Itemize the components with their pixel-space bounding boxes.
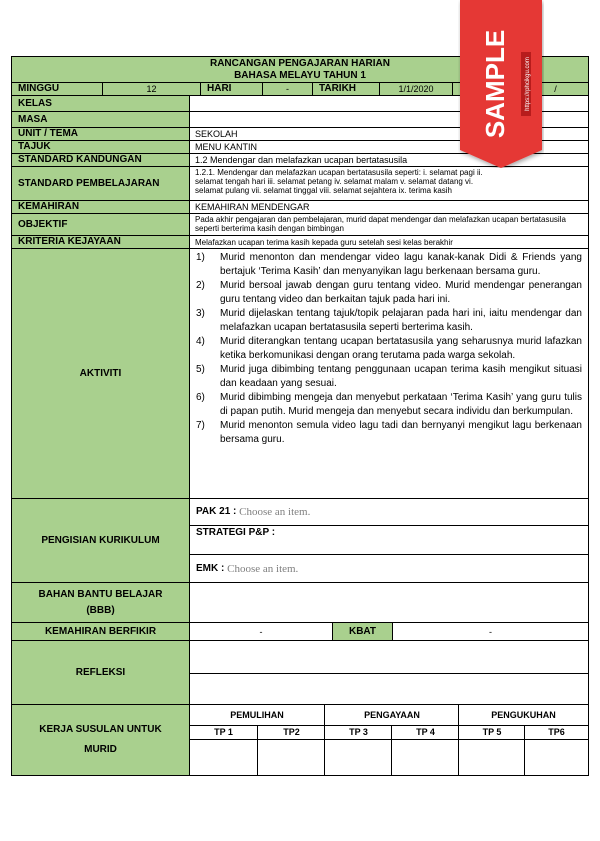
aktiviti-item	[196, 307, 582, 334]
aktiviti-item-text: Murid menonton semula video lagu tadi dan bernyanyi mengikut lagu berkenaan bersama guru.	[220, 420, 582, 445]
kurikulum-row	[11, 498, 589, 582]
kemahiran-label: KEMAHIRAN	[12, 201, 189, 213]
kbat-value: -	[392, 623, 588, 640]
sp-line-3: selamat pulang vii. selamat tinggal viii. selamat sejahtera ix. terima kasih	[195, 186, 453, 195]
aktiviti-item-number: 6)	[196, 392, 205, 403]
berfikir-row	[11, 622, 589, 640]
tp5-header: TP 5	[458, 725, 525, 739]
tajuk-label: TAJUK	[12, 141, 189, 153]
aktiviti-item-text: Murid dijelaskan tentang tajuk/topik pelajaran pada hari ini, iaitu mendengar dan melafazkan ucapan bertatasusila seperti berterima kasih.	[220, 308, 582, 333]
kbat-label: KBAT	[332, 623, 392, 640]
stamp-subtext: https://rphcikgu.com	[525, 57, 531, 111]
aktiviti-item-text: Murid menonton dan mendengar video lagu kanak-kanak Didi & Friends yang bertajuk ‘Terima Kasih’ dan menyanyikan lagu berkenaan bersama guru.	[220, 252, 582, 277]
aktiviti-item	[196, 335, 582, 362]
hari-label: HARI	[200, 83, 262, 95]
tp2-header: TP2	[257, 725, 325, 739]
refleksi-row	[11, 640, 589, 704]
group-pengukuhan: PENGUKUHAN	[458, 705, 588, 725]
objektif-row	[11, 213, 589, 235]
aktiviti-item-text: Murid juga dibimbing tentang penggunaan ucapan terima kasih mengikut situasi dan keadaan yang sesuai.	[220, 364, 582, 389]
tarikh-label: TARIKH	[312, 83, 379, 95]
objektif-value: Pada akhir pengajaran dan pembelajaran, murid dapat mendengar dan melafazkan ucapan bertatasusila seperti berterima kasih dengan bimbingan	[189, 214, 588, 235]
sp-row	[11, 166, 589, 200]
refleksi-content	[189, 641, 588, 704]
tp4-header: TP 4	[391, 725, 459, 739]
minggu-value: 12	[102, 83, 200, 95]
emk-select[interactable]: Choose an item.	[227, 562, 299, 575]
bbb-label-line-2: (BBB)	[86, 604, 115, 616]
sample-stamp	[458, 0, 544, 168]
aktiviti-row	[11, 248, 589, 498]
aktiviti-item	[196, 419, 582, 446]
pak21-field[interactable]	[190, 499, 588, 526]
sp-label: STANDARD PEMBELAJARAN	[12, 167, 189, 200]
bbb-label-line-1: BAHAN BANTU BELAJAR	[38, 588, 163, 600]
aktiviti-item-text: Murid bersoal jawab dengan guru tentang video. Murid mendengar penerangan guru tentang video dan berkaitan tajuk pada hari ini.	[220, 280, 582, 305]
susulan-row	[11, 704, 589, 776]
pak21-label: PAK 21 :	[196, 506, 237, 517]
refleksi-divider	[190, 673, 588, 674]
tp3-header: TP 3	[324, 725, 392, 739]
aktiviti-item	[196, 251, 582, 278]
kurikulum-label: PENGISIAN KURIKULUM	[12, 499, 189, 582]
kriteria-value: Melafazkan ucapan terima kasih kepada guru setelah sesi kelas berakhir	[189, 236, 588, 248]
aktiviti-item	[196, 279, 582, 306]
bbb-label	[12, 583, 189, 622]
kriteria-label: KRITERIA KEJAYAAN	[12, 236, 189, 248]
title-line-1: RANCANGAN PENGAJARAN HARIAN	[209, 57, 390, 69]
group-pemulihan: PEMULIHAN	[230, 710, 284, 720]
hari-value: -	[262, 83, 312, 95]
kemahiran-row	[11, 200, 589, 213]
strategi-label: STRATEGI P&P :	[196, 527, 276, 538]
susulan-grid	[189, 705, 588, 775]
aktiviti-item	[196, 391, 582, 418]
kriteria-row	[11, 235, 589, 248]
kemahiran-value: KEMAHIRAN MENDENGAR	[189, 201, 588, 213]
pak21-select[interactable]: Choose an item.	[239, 506, 311, 518]
group-pengayaan: PENGAYAAN	[324, 705, 459, 725]
sk-label: STANDARD KANDUNGAN	[12, 154, 189, 166]
aktiviti-item-number: 2)	[196, 280, 205, 291]
aktiviti-item-number: 7)	[196, 420, 205, 431]
tp1-header: TP 1	[214, 727, 233, 737]
refleksi-label: REFLEKSI	[12, 641, 189, 704]
tajuk-value: MENU KANTIN	[189, 141, 588, 153]
aktiviti-item-text: Murid dibimbing mengeja dan menyebut perkataan ‘Terima Kasih’ yang guru tulis di papan putih. Murid mengeja dan menyebut secara individu dan berkumpulan.	[220, 392, 582, 417]
sk-value: 1.2 Mendengar dan melafazkan ucapan bertatasusila	[189, 154, 588, 166]
aktiviti-item	[196, 363, 582, 390]
aktiviti-item-number: 3)	[196, 308, 205, 319]
stamp-text: SAMPLE	[480, 29, 510, 139]
emk-field[interactable]	[190, 555, 588, 582]
kurikulum-content	[189, 499, 588, 582]
susulan-label-line-2: MURID	[84, 744, 117, 755]
aktiviti-item-number: 5)	[196, 364, 205, 375]
bbb-value	[189, 583, 588, 622]
sp-value	[189, 167, 588, 200]
title-line-2: BAHASA MELAYU TAHUN 1	[234, 69, 366, 81]
sp-line-2: selamat tengah hari iii. selamat petang iv. selamat malam v. selamat datang vi.	[195, 177, 474, 186]
aktiviti-content	[189, 249, 588, 498]
minggu-label: MINGGU	[18, 83, 60, 94]
tarikh-value: 1/1/2020	[379, 83, 452, 95]
unit-label: UNIT / TEMA	[12, 128, 189, 140]
bbb-row	[11, 582, 589, 622]
tp6-header: TP6	[524, 725, 588, 739]
aktiviti-label: AKTIVITI	[12, 249, 189, 498]
berfikir-value: -	[189, 623, 332, 640]
susulan-label-line-1: KERJA SUSULAN UNTUK	[39, 724, 162, 735]
sp-line-1: 1.2.1. Mendengar dan melafazkan ucapan bertatasusila seperti: i. selamat pagi ii.	[195, 168, 483, 177]
emk-label: EMK :	[196, 562, 225, 574]
objektif-label: OBJEKTIF	[12, 214, 189, 235]
strategi-field	[190, 525, 588, 555]
aktiviti-item-number: 1)	[196, 252, 205, 263]
aktiviti-item-text: Murid diterangkan tentang ucapan bertatasusila yang seharusnya murid lafazkan ketika berkomunikasi dengan orang terutama pada warga sekolah.	[220, 336, 582, 361]
berfikir-label: KEMAHIRAN BERFIKIR	[12, 623, 189, 640]
aktiviti-list	[190, 249, 588, 446]
masa-label: MASA	[12, 112, 189, 127]
kelas-label: KELAS	[12, 96, 189, 111]
unit-value: SEKOLAH	[189, 128, 588, 140]
aktiviti-item-number: 4)	[196, 336, 205, 347]
susulan-label	[12, 705, 189, 775]
extra-value: /	[522, 83, 588, 95]
